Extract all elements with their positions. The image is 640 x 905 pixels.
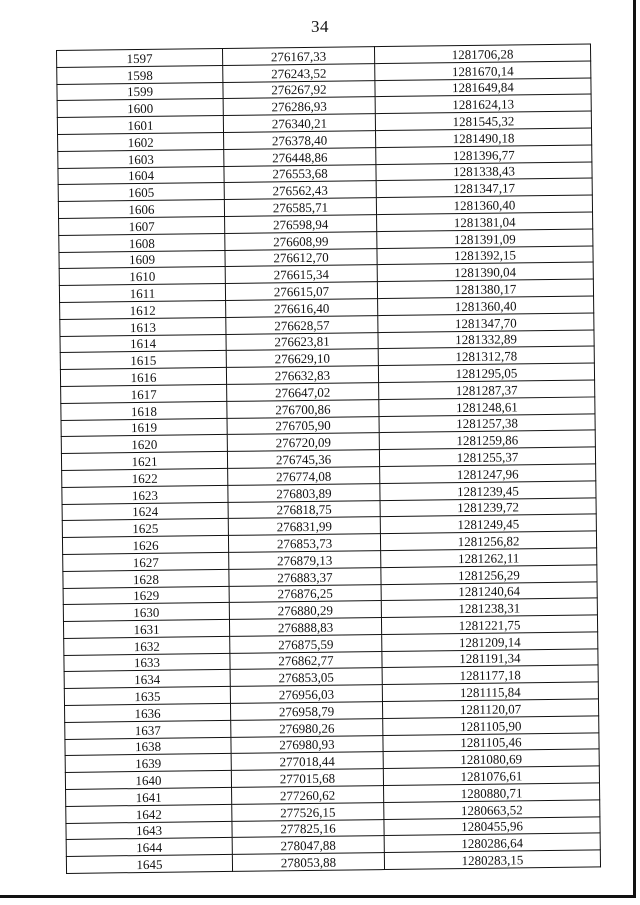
y-coordinate-cell: 1281247,96 bbox=[380, 464, 596, 483]
point-number-cell: 1612 bbox=[60, 300, 226, 319]
point-number-cell: 1603 bbox=[58, 149, 224, 168]
point-number-cell: 1608 bbox=[59, 233, 225, 252]
point-number-cell: 1601 bbox=[57, 116, 223, 135]
y-coordinate-cell: 1281249,45 bbox=[380, 514, 596, 533]
x-coordinate-cell: 276853,05 bbox=[230, 668, 382, 687]
point-number-cell: 1615 bbox=[60, 351, 226, 370]
y-coordinate-cell: 1280663,52 bbox=[384, 800, 600, 819]
point-number-cell: 1624 bbox=[62, 502, 228, 521]
x-coordinate-cell: 276818,75 bbox=[228, 500, 380, 519]
y-coordinate-cell: 1281209,14 bbox=[382, 632, 598, 651]
x-coordinate-cell: 276883,37 bbox=[229, 567, 381, 586]
x-coordinate-cell: 276700,86 bbox=[227, 399, 379, 418]
y-coordinate-cell: 1281257,38 bbox=[379, 413, 595, 432]
x-coordinate-cell: 276553,68 bbox=[224, 164, 376, 183]
point-number-cell: 1623 bbox=[62, 485, 228, 504]
point-number-cell: 1631 bbox=[63, 620, 229, 639]
x-coordinate-cell: 277526,15 bbox=[232, 802, 384, 821]
y-coordinate-cell: 1281490,18 bbox=[376, 128, 592, 147]
x-coordinate-cell: 276267,92 bbox=[223, 80, 375, 99]
y-coordinate-cell: 1281262,11 bbox=[381, 548, 597, 567]
y-coordinate-cell: 1281332,89 bbox=[378, 329, 594, 348]
y-coordinate-cell: 1281256,82 bbox=[380, 531, 596, 550]
x-coordinate-cell: 276623,81 bbox=[226, 332, 378, 351]
x-coordinate-cell: 276628,57 bbox=[226, 315, 378, 334]
y-coordinate-cell: 1281338,43 bbox=[376, 162, 592, 181]
x-coordinate-cell: 276562,43 bbox=[224, 181, 376, 200]
y-coordinate-cell: 1281360,40 bbox=[376, 195, 592, 214]
y-coordinate-cell: 1281191,34 bbox=[382, 649, 598, 668]
x-coordinate-cell: 276888,83 bbox=[229, 618, 381, 637]
point-number-cell: 1610 bbox=[59, 267, 225, 286]
x-coordinate-cell: 276340,21 bbox=[223, 114, 375, 133]
x-coordinate-cell: 276745,36 bbox=[227, 450, 379, 469]
point-number-cell: 1604 bbox=[58, 166, 224, 185]
point-number-cell: 1638 bbox=[65, 737, 231, 756]
y-coordinate-cell: 1281706,28 bbox=[374, 44, 590, 63]
y-coordinate-cell: 1281396,77 bbox=[376, 145, 592, 164]
y-coordinate-cell: 1281347,17 bbox=[376, 178, 592, 197]
y-coordinate-cell: 1281115,84 bbox=[382, 682, 598, 701]
y-coordinate-cell: 1281239,45 bbox=[380, 481, 596, 500]
y-coordinate-cell: 1281392,15 bbox=[377, 246, 593, 265]
point-number-cell: 1621 bbox=[61, 452, 227, 471]
y-coordinate-cell: 1281295,05 bbox=[378, 363, 594, 382]
y-coordinate-cell: 1281239,72 bbox=[380, 497, 596, 516]
x-coordinate-cell: 276615,34 bbox=[225, 265, 377, 284]
y-coordinate-cell: 1280455,96 bbox=[384, 817, 600, 836]
y-coordinate-cell: 1281120,07 bbox=[382, 699, 598, 718]
x-coordinate-cell: 276612,70 bbox=[225, 248, 377, 267]
x-coordinate-cell: 277825,16 bbox=[232, 819, 384, 838]
point-number-cell: 1602 bbox=[58, 132, 224, 151]
x-coordinate-cell: 276629,10 bbox=[226, 349, 378, 368]
x-coordinate-cell: 276980,93 bbox=[231, 735, 383, 754]
point-number-cell: 1607 bbox=[59, 216, 225, 235]
coordinates-table bbox=[56, 43, 601, 874]
coordinates-table-body bbox=[57, 44, 601, 874]
y-coordinate-cell: 1281381,04 bbox=[377, 212, 593, 231]
y-coordinate-cell: 1281391,09 bbox=[377, 229, 593, 248]
x-coordinate-cell: 278053,88 bbox=[232, 853, 384, 872]
x-coordinate-cell: 276167,33 bbox=[222, 47, 374, 66]
point-number-cell: 1632 bbox=[64, 636, 230, 655]
point-number-cell: 1619 bbox=[61, 418, 227, 437]
x-coordinate-cell: 276956,03 bbox=[230, 685, 382, 704]
point-number-cell: 1600 bbox=[57, 99, 223, 118]
y-coordinate-cell: 1281177,18 bbox=[382, 665, 598, 684]
y-coordinate-cell: 1281259,86 bbox=[379, 430, 595, 449]
y-coordinate-cell: 1281238,31 bbox=[381, 598, 597, 617]
y-coordinate-cell: 1281624,13 bbox=[375, 94, 591, 113]
x-coordinate-cell: 276880,29 bbox=[229, 601, 381, 620]
point-number-cell: 1598 bbox=[57, 65, 223, 84]
y-coordinate-cell: 1281105,90 bbox=[383, 716, 599, 735]
point-number-cell: 1644 bbox=[66, 838, 232, 857]
y-coordinate-cell: 1281545,32 bbox=[375, 111, 591, 130]
x-coordinate-cell: 278047,88 bbox=[232, 836, 384, 855]
point-number-cell: 1605 bbox=[58, 183, 224, 202]
x-coordinate-cell: 276647,02 bbox=[227, 383, 379, 402]
x-coordinate-cell: 276876,25 bbox=[229, 584, 381, 603]
point-number-cell: 1636 bbox=[65, 703, 231, 722]
x-coordinate-cell: 276803,89 bbox=[228, 483, 380, 502]
point-number-cell: 1643 bbox=[66, 821, 232, 840]
x-coordinate-cell: 277018,44 bbox=[231, 752, 383, 771]
point-number-cell: 1620 bbox=[61, 435, 227, 454]
x-coordinate-cell: 276853,73 bbox=[228, 534, 380, 553]
y-coordinate-cell: 1281287,37 bbox=[379, 380, 595, 399]
y-coordinate-cell: 1281670,14 bbox=[375, 61, 591, 80]
point-number-cell: 1622 bbox=[62, 468, 228, 487]
x-coordinate-cell: 276378,40 bbox=[224, 131, 376, 150]
point-number-cell: 1633 bbox=[64, 653, 230, 672]
y-coordinate-cell: 1281380,17 bbox=[377, 279, 593, 298]
x-coordinate-cell: 276448,86 bbox=[224, 147, 376, 166]
point-number-cell: 1642 bbox=[66, 804, 232, 823]
x-coordinate-cell: 276585,71 bbox=[224, 198, 376, 217]
x-coordinate-cell: 276705,90 bbox=[227, 416, 379, 435]
point-number-cell: 1611 bbox=[59, 284, 225, 303]
y-coordinate-cell: 1281080,69 bbox=[383, 749, 599, 768]
point-number-cell: 1640 bbox=[65, 771, 231, 790]
y-coordinate-cell: 1281255,37 bbox=[379, 447, 595, 466]
x-coordinate-cell: 277260,62 bbox=[232, 786, 384, 805]
point-number-cell: 1618 bbox=[61, 401, 227, 420]
x-coordinate-cell: 276862,77 bbox=[230, 651, 382, 670]
point-number-cell: 1597 bbox=[57, 48, 223, 67]
page-number: 34 bbox=[311, 17, 329, 36]
x-coordinate-cell: 276632,83 bbox=[226, 366, 378, 385]
y-coordinate-cell: 1281312,78 bbox=[378, 346, 594, 365]
y-coordinate-cell: 1280286,64 bbox=[384, 833, 600, 852]
point-number-cell: 1635 bbox=[64, 687, 230, 706]
point-number-cell: 1627 bbox=[63, 552, 229, 571]
y-coordinate-cell: 1281649,84 bbox=[375, 78, 591, 97]
point-number-cell: 1614 bbox=[60, 334, 226, 353]
y-coordinate-cell: 1280880,71 bbox=[384, 783, 600, 802]
point-number-cell: 1616 bbox=[60, 368, 226, 387]
point-number-cell: 1617 bbox=[61, 384, 227, 403]
y-coordinate-cell: 1281390,04 bbox=[377, 262, 593, 281]
x-coordinate-cell: 276879,13 bbox=[229, 550, 381, 569]
x-coordinate-cell: 276875,59 bbox=[230, 634, 382, 653]
x-coordinate-cell: 276243,52 bbox=[223, 63, 375, 82]
y-coordinate-cell: 1281221,75 bbox=[381, 615, 597, 634]
x-coordinate-cell: 276286,93 bbox=[223, 97, 375, 116]
point-number-cell: 1634 bbox=[64, 670, 230, 689]
coordinates-sheet bbox=[56, 43, 601, 874]
point-number-cell: 1609 bbox=[59, 250, 225, 269]
x-coordinate-cell: 276616,40 bbox=[226, 299, 378, 318]
x-coordinate-cell: 276598,94 bbox=[225, 215, 377, 234]
y-coordinate-cell: 1281256,29 bbox=[381, 565, 597, 584]
point-number-cell: 1606 bbox=[58, 200, 224, 219]
x-coordinate-cell: 276608,99 bbox=[225, 231, 377, 250]
y-coordinate-cell: 1281240,64 bbox=[381, 581, 597, 600]
point-number-cell: 1629 bbox=[63, 586, 229, 605]
point-number-cell: 1625 bbox=[62, 519, 228, 538]
y-coordinate-cell: 1281076,61 bbox=[383, 766, 599, 785]
x-coordinate-cell: 276831,99 bbox=[228, 517, 380, 536]
y-coordinate-cell: 1281105,46 bbox=[383, 733, 599, 752]
x-coordinate-cell: 277015,68 bbox=[231, 769, 383, 788]
y-coordinate-cell: 1281248,61 bbox=[379, 397, 595, 416]
point-number-cell: 1639 bbox=[65, 754, 231, 773]
x-coordinate-cell: 276980,26 bbox=[231, 718, 383, 737]
point-number-cell: 1613 bbox=[60, 317, 226, 336]
y-coordinate-cell: 1280283,15 bbox=[384, 850, 600, 869]
y-coordinate-cell: 1281347,70 bbox=[378, 313, 594, 332]
x-coordinate-cell: 276774,08 bbox=[228, 466, 380, 485]
point-number-cell: 1637 bbox=[65, 720, 231, 739]
point-number-cell: 1628 bbox=[63, 569, 229, 588]
point-number-cell: 1645 bbox=[66, 855, 232, 874]
y-coordinate-cell: 1281360,40 bbox=[378, 296, 594, 315]
point-number-cell: 1626 bbox=[62, 536, 228, 555]
point-number-cell: 1599 bbox=[57, 82, 223, 101]
x-coordinate-cell: 276615,07 bbox=[225, 282, 377, 301]
x-coordinate-cell: 276958,79 bbox=[230, 702, 382, 721]
point-number-cell: 1630 bbox=[63, 603, 229, 622]
point-number-cell: 1641 bbox=[66, 787, 232, 806]
x-coordinate-cell: 276720,09 bbox=[227, 433, 379, 452]
